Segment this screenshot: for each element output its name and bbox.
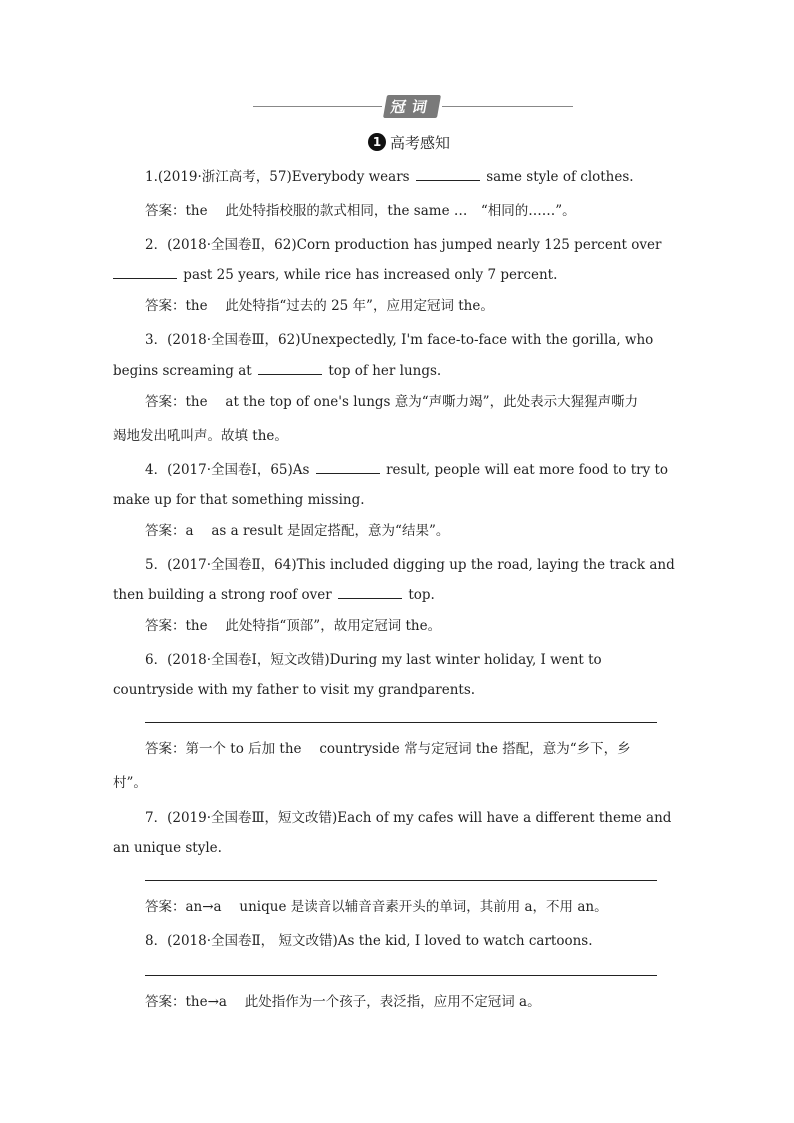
question-7: 7．(2019·全国卷Ⅲ，短文改错)Each of my cafes will have a different theme and xyxy=(145,810,672,826)
answer-line xyxy=(145,975,657,976)
question-4-cont: make up for that something missing. xyxy=(113,492,365,508)
answer-5: 答案：the 此处特指“顶部”，故用定冠词 the。 xyxy=(145,618,442,634)
question-7-cont: an unique style. xyxy=(113,840,222,856)
question-6: 6．(2018·全国卷Ⅰ，短文改错)During my last winter holiday, I went to xyxy=(145,652,602,668)
question-1: 1.(2019·浙江高考，57)Everybody wears same style of clothes. xyxy=(145,169,634,185)
question-2-cont: past 25 years, while rice has increased only 7 percent. xyxy=(113,266,557,284)
answer-blank xyxy=(113,266,177,279)
answer-8: 答案：the→a 此处指作为一个孩子，表泛指，应用不定冠词 a。 xyxy=(145,994,541,1010)
answer-blank xyxy=(258,362,322,375)
answer-3: 答案：the at the top of one's lungs 意为“声嘶力竭”，此处表示大猩猩声嘶力 xyxy=(145,394,639,410)
answer-blank xyxy=(416,168,480,181)
question-3: 3．(2018·全国卷Ⅲ，62)Unexpectedly, I'm face-to-face with the gorilla, who xyxy=(145,332,654,348)
question-3-cont: begins screaming at top of her lungs. xyxy=(113,363,442,379)
answer-blank xyxy=(316,461,380,474)
answer-1: 答案：the 此处特指校服的款式相同，the same … “相同的……”。 xyxy=(145,203,576,219)
answer-blank xyxy=(338,586,402,599)
subsection-label: 高考感知 xyxy=(390,133,451,152)
answer-6: 答案：第一个 to 后加 the countryside 常与定冠词 the 搭配，意为“乡下，乡 xyxy=(145,741,631,757)
question-5-cont: then building a strong roof over top. xyxy=(113,587,435,603)
answer-2: 答案：the 此处特指“过去的 25 年”，应用定冠词 the。 xyxy=(145,298,494,314)
question-5: 5．(2017·全国卷Ⅱ，64)This included digging up the road, laying the track and xyxy=(145,557,675,573)
circled-number-icon: 1 xyxy=(368,133,386,151)
question-6-cont: countryside with my father to visit my grandparents. xyxy=(113,682,476,698)
answer-7: 答案：an→a unique 是读音以辅音音素开头的单词，其前用 a，不用 an。 xyxy=(145,899,608,915)
answer-line xyxy=(145,722,657,723)
question-4: 4．(2017·全国卷Ⅰ，65)As result, people will eat more food to try to xyxy=(145,462,669,478)
subsection-heading xyxy=(368,131,450,153)
title-text: 冠词 xyxy=(383,95,441,118)
answer-6-cont: 村”。 xyxy=(113,775,147,791)
question-2: 2．(2018·全国卷Ⅱ，62)Corn production has jumped nearly 125 percent over xyxy=(145,237,662,253)
answer-4: 答案：a as a result 是固定搭配，意为“结果”。 xyxy=(145,523,450,539)
answer-line xyxy=(145,880,657,881)
question-8: 8．(2018·全国卷Ⅱ， 短文改错)As the kid, I loved to watch cartoons. xyxy=(145,933,593,949)
answer-3-cont: 竭地发出吼叫声。故填 the。 xyxy=(113,428,288,444)
section-title xyxy=(253,94,573,120)
